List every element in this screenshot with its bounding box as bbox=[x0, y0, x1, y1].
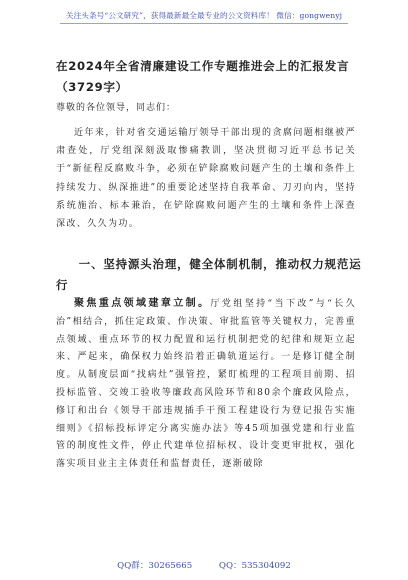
intro-block bbox=[56, 124, 356, 233]
section-heading: 一、坚持源头治理，健全体制机制，推动权力规范运行 bbox=[56, 257, 362, 292]
header-banner: 关注头条号“公文研究”，获得最新最全最专业的公文资料库！ 微信：gongwenyj bbox=[65, 11, 343, 20]
header-divider bbox=[60, 23, 348, 24]
section-paragraph bbox=[56, 295, 356, 474]
intro-paragraph: 近年来，针对省交通运输厅领导干部出现的贪腐问题相继被严肃查处，厅党组深刻汲取惨痛教训，坚决贯彻习近平总书记关于“新征程反腐败斗争，必须在铲除腐败问题产生的土壤和条件上持续发力、纵深推进”的重要论述坚持自我革命、刀刃向内，坚持系统施治、标本兼治，在铲除腐败问题产生的土壤和条件上深查深改、久久为功。 bbox=[56, 128, 356, 230]
salutation: 尊敬的各位领导，同志们： bbox=[56, 103, 177, 113]
footer-qq: QQ：535304092 bbox=[218, 561, 291, 571]
document-title: 在2024年全省清廉建设工作专题推进会上的汇报发言（3729字） bbox=[56, 59, 350, 94]
footer-qq-group: QQ群：30265665 bbox=[117, 561, 193, 571]
section-lead: 聚焦重点领域建章立制。 bbox=[74, 298, 211, 309]
section-body: 厅党组坚持“当下改”与“长久治”相结合，抓住定政策、作决策、审批监管等关键权力，完善重点领域、重点环节的权力配置和运行机制把党的纪律和规矩立起来、严起来，确保权力始终沿着正确轨道运行。一是修订健全制度。从制度层面“找病灶”强管控，紧盯梳理的工程项目前期、招投标监管、交竣工验收等廉政高风险环节和80余个廉政风险点，修订和出台《领导干部违规插手干预工程建设行为登记报告实施细则》《招标投标评定分离实施办法》等45项加强党建和行业监管的制度性文件，停止代建单位招标权、设计变更审批权，强化落实项目业主主体责任和监督责任，逐渐破除 bbox=[56, 299, 357, 470]
footer-contact bbox=[0, 559, 408, 571]
section-block bbox=[56, 295, 356, 474]
